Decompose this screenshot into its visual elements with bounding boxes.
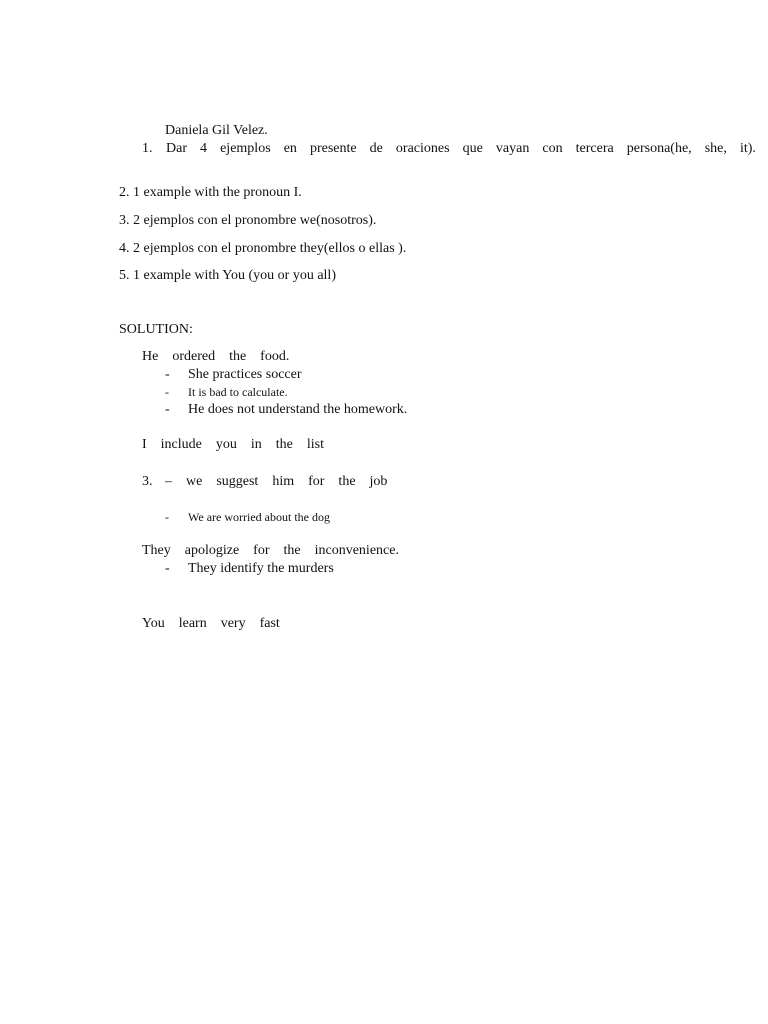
bullet-item <box>165 366 302 384</box>
task-4: 4. 2 ejemplos con el pronombre they(ellos o ellas ). <box>119 241 407 256</box>
i-sentence: I include you in the list <box>142 437 324 452</box>
task-1-word: persona(he, <box>626 141 692 156</box>
we-sentence: – we suggest him for the job <box>165 474 388 489</box>
task-1-word: que <box>462 141 483 156</box>
they-sentence: They apologize for the inconvenience. <box>142 543 399 558</box>
task-1-word: tercera <box>575 141 614 156</box>
bullet-text: It is bad to calculate. <box>188 385 288 399</box>
you-sentence: You learn very fast <box>142 616 280 631</box>
task-1-word: vayan <box>495 141 530 156</box>
bullet-marker: - <box>165 561 170 576</box>
task-1-word: con <box>542 141 563 156</box>
bullet-item <box>165 383 288 401</box>
bullet-text: We are worried about the dog <box>188 510 330 524</box>
author-name: Daniela Gil Velez. <box>165 123 268 138</box>
bullet-text: He does not understand the homework. <box>188 402 408 417</box>
bullet-marker: - <box>165 510 169 524</box>
bullet-text: They identify the murders <box>188 561 334 576</box>
task-1-text <box>166 140 756 158</box>
solution-heading: SOLUTION: <box>119 322 193 337</box>
task-1-number: 1. <box>142 141 153 156</box>
task-1-word: it). <box>739 141 756 156</box>
bullet-item <box>165 560 334 578</box>
we-number: 3. <box>142 474 153 489</box>
bullet-item <box>165 401 407 419</box>
bullet-marker: - <box>165 367 170 382</box>
bullet-marker: - <box>165 385 169 399</box>
task-5: 5. 1 example with You (you or you all) <box>119 268 336 283</box>
he-sentence: He ordered the food. <box>142 349 290 364</box>
task-3: 3. 2 ejemplos con el pronombre we(nosotros). <box>119 213 377 228</box>
task-1-word: ejemplos <box>220 141 271 156</box>
task-1-word: 4 <box>200 141 208 156</box>
task-1-word: en <box>283 141 297 156</box>
task-1-word: Dar <box>166 141 187 156</box>
task-1-word: presente <box>309 141 357 156</box>
task-2: 2. 1 example with the pronoun I. <box>119 185 302 200</box>
task-1-word: oraciones <box>395 141 450 156</box>
task-1-word: de <box>369 141 383 156</box>
bullet-item <box>165 508 330 526</box>
bullet-text: She practices soccer <box>188 367 302 382</box>
bullet-marker: - <box>165 402 170 417</box>
task-1-word: she, <box>704 141 727 156</box>
